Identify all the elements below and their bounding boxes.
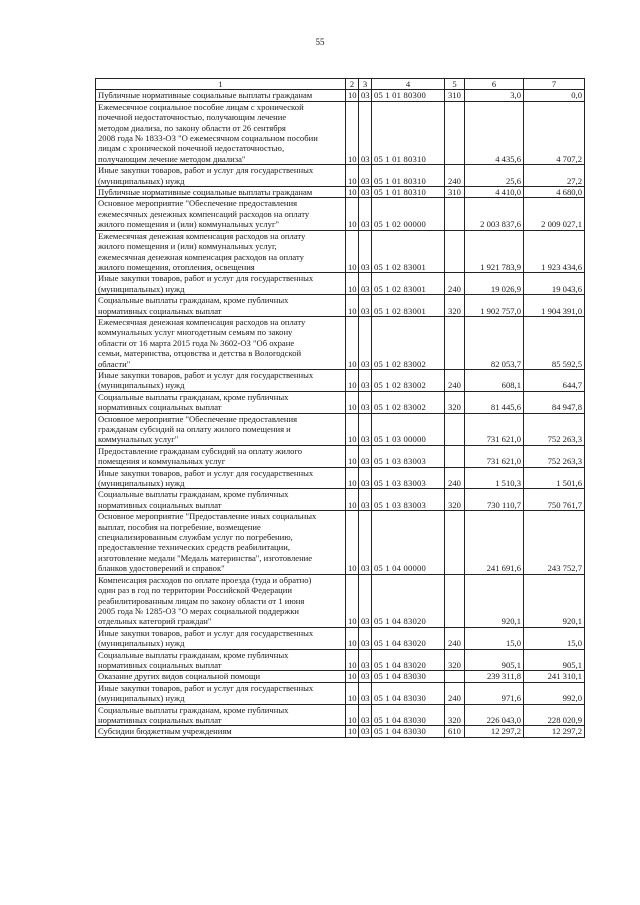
row-subsection: 03: [359, 165, 372, 187]
row-description: Компенсация расходов по оплате проезда (туда и обратно) один раз в год по территории Российской Федерации реабилитированным лицам по закону области от 1 июня 2005 года № 1285-ОЗ "О мерах социальной поддержки отдельных категорий граждан": [96, 574, 346, 627]
row-expense-type: 240: [445, 467, 465, 489]
row-section: 10: [346, 511, 359, 574]
row-target-code: 05 1 02 83002: [372, 316, 445, 369]
row-subsection: 03: [359, 511, 372, 574]
row-expense-type: 610: [445, 726, 465, 737]
row-amount-col6: 19 026,9: [465, 273, 524, 295]
row-subsection: 03: [359, 649, 372, 671]
header-col-1: 1: [96, 79, 346, 90]
row-target-code: 05 1 04 83030: [372, 682, 445, 704]
row-amount-col6: 4 410,0: [465, 187, 524, 198]
row-section: 10: [346, 671, 359, 682]
row-subsection: 03: [359, 369, 372, 391]
row-expense-type: 240: [445, 682, 465, 704]
row-amount-col7: 1 923 434,6: [524, 230, 585, 273]
row-target-code: 05 1 03 00000: [372, 413, 445, 445]
row-expense-type: [445, 445, 465, 467]
row-amount-col6: 4 435,6: [465, 101, 524, 164]
row-description: Социальные выплаты гражданам, кроме публичных нормативных социальных выплат: [96, 391, 346, 413]
table-row: [96, 682, 585, 704]
row-target-code: 05 1 02 83002: [372, 391, 445, 413]
row-amount-col7: 85 592,5: [524, 316, 585, 369]
table-row: [96, 649, 585, 671]
row-expense-type: 310: [445, 90, 465, 101]
table-row: [96, 187, 585, 198]
header-col-4: 4: [372, 79, 445, 90]
row-amount-col7: 228 020,9: [524, 704, 585, 726]
row-target-code: 05 1 02 00000: [372, 198, 445, 230]
row-description: Ежемесячное социальное пособие лицам с хронической почечной недостаточностью, получающим лечение методом диализа, по закону области от 26 сентября 2008 года № 1833-ОЗ "О ежемесячном социальном пособии лицам с хронической почечной недостаточностью, получающим лечение методом диализа": [96, 101, 346, 164]
row-section: 10: [346, 627, 359, 649]
row-target-code: 05 1 01 80300: [372, 90, 445, 101]
row-expense-type: [445, 101, 465, 164]
row-target-code: 05 1 04 83030: [372, 726, 445, 737]
row-amount-col6: 920,1: [465, 574, 524, 627]
row-amount-col7: 752 263,3: [524, 445, 585, 467]
row-section: 10: [346, 316, 359, 369]
row-subsection: 03: [359, 627, 372, 649]
row-amount-col7: 992,0: [524, 682, 585, 704]
row-section: 10: [346, 574, 359, 627]
row-amount-col6: 971,6: [465, 682, 524, 704]
row-amount-col6: 239 311,8: [465, 671, 524, 682]
row-target-code: 05 1 04 83020: [372, 574, 445, 627]
table-row: [96, 574, 585, 627]
row-expense-type: 240: [445, 627, 465, 649]
row-expense-type: 320: [445, 704, 465, 726]
table-row: [96, 198, 585, 230]
table-row: [96, 445, 585, 467]
row-amount-col6: 731 621,0: [465, 413, 524, 445]
page-number: 55: [315, 37, 325, 47]
row-amount-col7: 27,2: [524, 165, 585, 187]
row-subsection: 03: [359, 671, 372, 682]
table-row: [96, 511, 585, 574]
row-description: Социальные выплаты гражданам, кроме публичных нормативных социальных выплат: [96, 704, 346, 726]
row-section: 10: [346, 273, 359, 295]
table-row: [96, 627, 585, 649]
row-amount-col6: 1 902 757,0: [465, 295, 524, 317]
row-amount-col6: 241 691,6: [465, 511, 524, 574]
budget-table: [95, 78, 585, 738]
row-expense-type: [445, 511, 465, 574]
header-col-3: 3: [359, 79, 372, 90]
table-row: [96, 295, 585, 317]
row-subsection: 03: [359, 316, 372, 369]
row-target-code: 05 1 02 83001: [372, 273, 445, 295]
row-amount-col6: 12 297,2: [465, 726, 524, 737]
row-description: Иные закупки товаров, работ и услуг для государственных (муниципальных) нужд: [96, 627, 346, 649]
row-section: 10: [346, 682, 359, 704]
row-section: 10: [346, 369, 359, 391]
row-amount-col7: 750 761,7: [524, 489, 585, 511]
row-amount-col6: 2 003 837,6: [465, 198, 524, 230]
row-amount-col7: 84 947,8: [524, 391, 585, 413]
row-description: Публичные нормативные социальные выплаты гражданам: [96, 90, 346, 101]
row-description: Ежемесячная денежная компенсация расходов на оплату жилого помещения и (или) коммунальных услуг, ежемесячная денежная компенсация расходов на оплату жилого помещения, отопления, освещения: [96, 230, 346, 273]
table-header-row: [96, 79, 585, 90]
table-row: [96, 671, 585, 682]
row-subsection: 03: [359, 295, 372, 317]
header-col-6: 6: [465, 79, 524, 90]
table-row: [96, 467, 585, 489]
table-row: [96, 273, 585, 295]
row-amount-col7: 243 752,7: [524, 511, 585, 574]
row-amount-col7: 1 904 391,0: [524, 295, 585, 317]
row-amount-col6: 730 110,7: [465, 489, 524, 511]
row-section: 10: [346, 198, 359, 230]
row-section: 10: [346, 489, 359, 511]
row-target-code: 05 1 03 83003: [372, 445, 445, 467]
row-target-code: 05 1 01 80310: [372, 165, 445, 187]
row-amount-col7: 905,1: [524, 649, 585, 671]
row-subsection: 03: [359, 489, 372, 511]
row-description: Основное мероприятие "Предоставление иных социальных выплат, пособия на погребение, возмещение специализированным службам услуг по погребению, предоставление технических средств реабилитации, изготовление медали "Медаль материнства", изготовление бланков удостоверений и справок": [96, 511, 346, 574]
row-section: 10: [346, 445, 359, 467]
row-target-code: 05 1 01 80310: [372, 187, 445, 198]
row-expense-type: 320: [445, 489, 465, 511]
row-description: Социальные выплаты гражданам, кроме публичных нормативных социальных выплат: [96, 489, 346, 511]
row-description: Основное мероприятие "Обеспечение предоставления ежемесячных денежных компенсаций расходов на оплату жилого помещения и (или) коммунальных услуг": [96, 198, 346, 230]
row-amount-col7: 2 009 027,1: [524, 198, 585, 230]
row-expense-type: 240: [445, 273, 465, 295]
row-subsection: 03: [359, 445, 372, 467]
table-row: [96, 230, 585, 273]
row-amount-col6: 608,1: [465, 369, 524, 391]
row-subsection: 03: [359, 413, 372, 445]
row-amount-col6: 3,0: [465, 90, 524, 101]
row-subsection: 03: [359, 704, 372, 726]
row-section: 10: [346, 165, 359, 187]
row-subsection: 03: [359, 198, 372, 230]
row-expense-type: 240: [445, 369, 465, 391]
row-description: Социальные выплаты гражданам, кроме публичных нормативных социальных выплат: [96, 295, 346, 317]
row-section: 10: [346, 649, 359, 671]
row-target-code: 05 1 02 83001: [372, 295, 445, 317]
row-expense-type: 320: [445, 295, 465, 317]
row-expense-type: 310: [445, 187, 465, 198]
row-amount-col7: 752 263,3: [524, 413, 585, 445]
row-section: 10: [346, 391, 359, 413]
table-row: [96, 704, 585, 726]
row-description: Публичные нормативные социальные выплаты гражданам: [96, 187, 346, 198]
row-target-code: 05 1 04 83030: [372, 704, 445, 726]
header-col-7: 7: [524, 79, 585, 90]
row-expense-type: 320: [445, 391, 465, 413]
row-subsection: 03: [359, 682, 372, 704]
row-target-code: 05 1 04 83020: [372, 649, 445, 671]
row-description: Оказание других видов социальной помощи: [96, 671, 346, 682]
row-section: 10: [346, 230, 359, 273]
row-section: 10: [346, 726, 359, 737]
row-description: Иные закупки товаров, работ и услуг для государственных (муниципальных) нужд: [96, 273, 346, 295]
row-section: 10: [346, 295, 359, 317]
row-description: Иные закупки товаров, работ и услуг для государственных (муниципальных) нужд: [96, 467, 346, 489]
table-row: [96, 391, 585, 413]
row-amount-col7: 15,0: [524, 627, 585, 649]
header-col-5: 5: [445, 79, 465, 90]
row-target-code: 05 1 02 83001: [372, 230, 445, 273]
row-subsection: 03: [359, 467, 372, 489]
row-expense-type: [445, 316, 465, 369]
table-row: [96, 165, 585, 187]
row-section: 10: [346, 101, 359, 164]
row-target-code: 05 1 02 83002: [372, 369, 445, 391]
table-row: [96, 369, 585, 391]
row-subsection: 03: [359, 574, 372, 627]
row-amount-col6: 82 053,7: [465, 316, 524, 369]
row-expense-type: [445, 198, 465, 230]
table-row: [96, 489, 585, 511]
row-amount-col6: 1 510,3: [465, 467, 524, 489]
row-subsection: 03: [359, 90, 372, 101]
row-amount-col6: 905,1: [465, 649, 524, 671]
row-target-code: 05 1 04 00000: [372, 511, 445, 574]
row-amount-col7: 644,7: [524, 369, 585, 391]
row-description: Иные закупки товаров, работ и услуг для государственных (муниципальных) нужд: [96, 165, 346, 187]
table-row: [96, 101, 585, 164]
table-row: [96, 90, 585, 101]
row-amount-col7: 4 707,2: [524, 101, 585, 164]
row-target-code: 05 1 01 80310: [372, 101, 445, 164]
row-expense-type: [445, 413, 465, 445]
row-amount-col6: 731 621,0: [465, 445, 524, 467]
table-row: [96, 726, 585, 737]
row-subsection: 03: [359, 273, 372, 295]
row-description: Социальные выплаты гражданам, кроме публичных нормативных социальных выплат: [96, 649, 346, 671]
row-target-code: 05 1 04 83030: [372, 671, 445, 682]
table-row: [96, 413, 585, 445]
row-amount-col6: 226 043,0: [465, 704, 524, 726]
row-section: 10: [346, 467, 359, 489]
row-description: Ежемесячная денежная компенсация расходов на оплату коммунальных услуг многодетным семьям по закону области от 16 марта 2015 года № 3602-ОЗ "Об охране семьи, материнства, отцовства и детства в Вологодской области": [96, 316, 346, 369]
row-expense-type: 240: [445, 165, 465, 187]
row-amount-col7: 12 297,2: [524, 726, 585, 737]
row-amount-col7: 920,1: [524, 574, 585, 627]
row-amount-col6: 81 445,6: [465, 391, 524, 413]
row-amount-col7: 1 501,6: [524, 467, 585, 489]
row-section: 10: [346, 704, 359, 726]
row-section: 10: [346, 413, 359, 445]
row-description: Основное мероприятие "Обеспечение предоставления гражданам субсидий на оплату жилого помещения и коммунальных услуг": [96, 413, 346, 445]
row-expense-type: [445, 230, 465, 273]
row-subsection: 03: [359, 726, 372, 737]
row-amount-col6: 1 921 783,9: [465, 230, 524, 273]
row-description: Иные закупки товаров, работ и услуг для государственных (муниципальных) нужд: [96, 369, 346, 391]
row-expense-type: [445, 574, 465, 627]
row-section: 10: [346, 187, 359, 198]
row-subsection: 03: [359, 187, 372, 198]
row-description: Субсидии бюджетным учреждениям: [96, 726, 346, 737]
row-amount-col7: 0,0: [524, 90, 585, 101]
row-subsection: 03: [359, 101, 372, 164]
row-target-code: 05 1 04 83020: [372, 627, 445, 649]
row-expense-type: 320: [445, 649, 465, 671]
row-expense-type: [445, 671, 465, 682]
row-target-code: 05 1 03 83003: [372, 467, 445, 489]
table-row: [96, 316, 585, 369]
header-col-2: 2: [346, 79, 359, 90]
row-section: 10: [346, 90, 359, 101]
row-target-code: 05 1 03 83003: [372, 489, 445, 511]
row-amount-col6: 25,6: [465, 165, 524, 187]
row-description: Предоставление гражданам субсидий на оплату жилого помещения и коммунальных услуг: [96, 445, 346, 467]
row-amount-col7: 19 043,6: [524, 273, 585, 295]
row-description: Иные закупки товаров, работ и услуг для государственных (муниципальных) нужд: [96, 682, 346, 704]
row-amount-col7: 4 680,0: [524, 187, 585, 198]
row-amount-col6: 15,0: [465, 627, 524, 649]
row-amount-col7: 241 310,1: [524, 671, 585, 682]
row-subsection: 03: [359, 391, 372, 413]
row-subsection: 03: [359, 230, 372, 273]
